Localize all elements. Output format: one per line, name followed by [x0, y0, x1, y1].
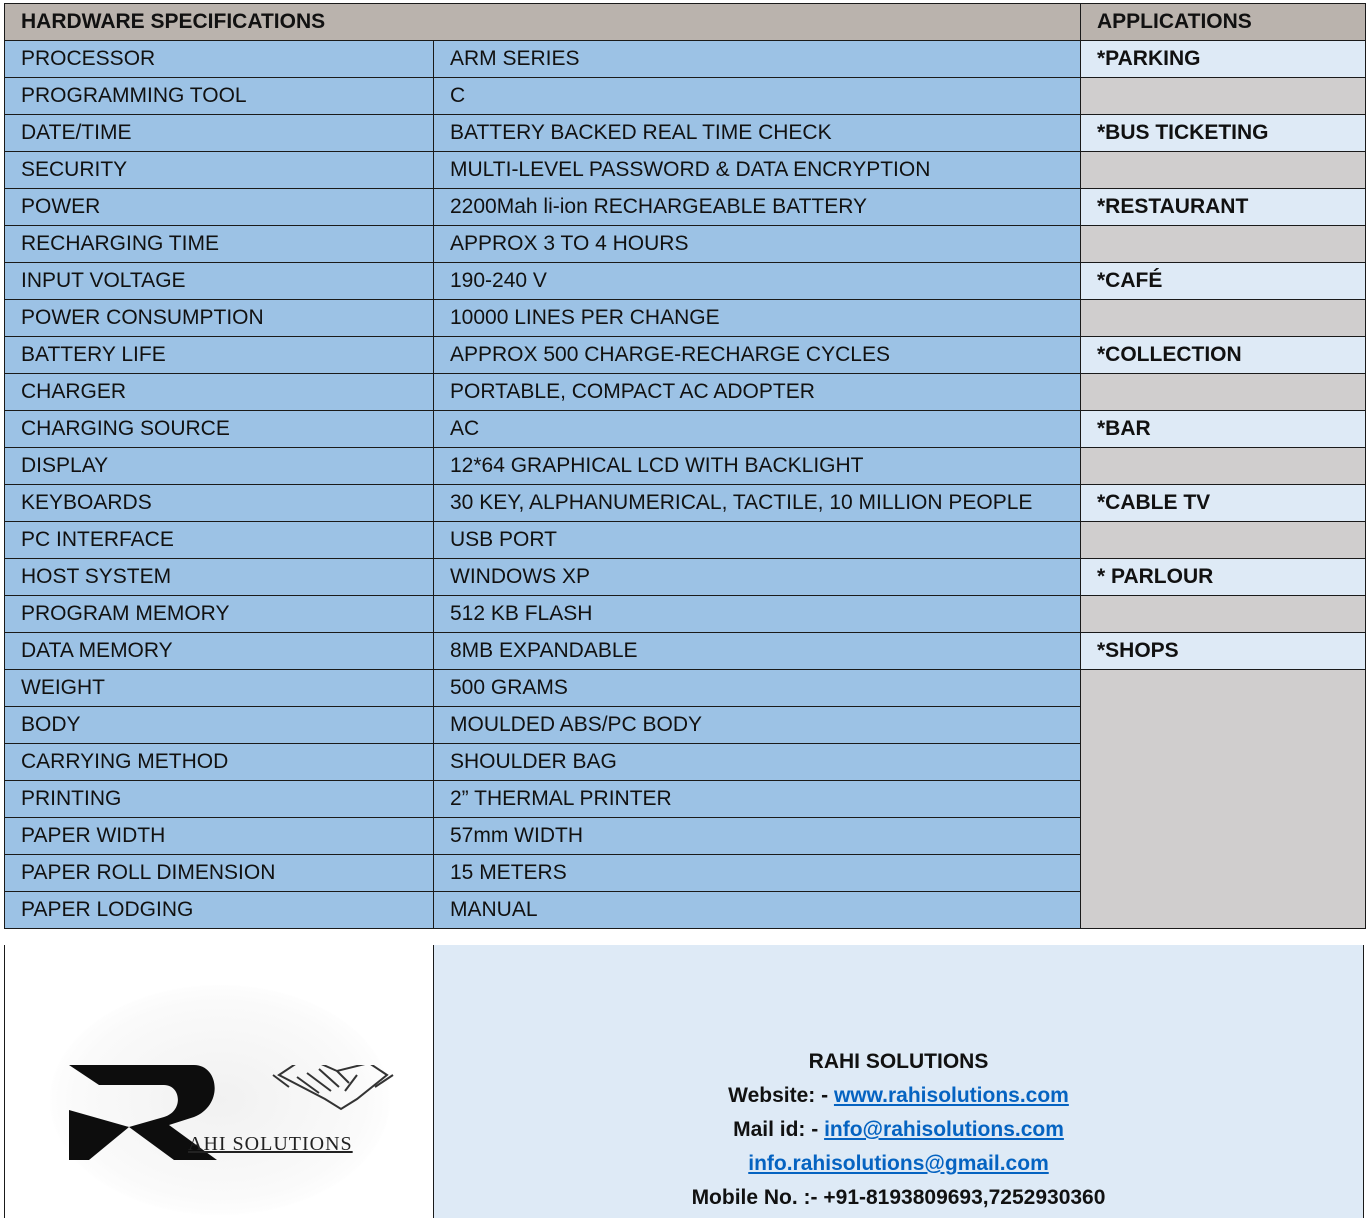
contact-block: [434, 1045, 1363, 1215]
application-item: *RESTAURANT: [1081, 189, 1366, 226]
spec-value: MOULDED ABS/PC BODY: [434, 707, 1081, 744]
application-item: *PARKING: [1081, 41, 1366, 78]
spec-value: 10000 LINES PER CHANGE: [434, 300, 1081, 337]
mail-link[interactable]: info@rahisolutions.com: [824, 1118, 1064, 1141]
application-empty: [1081, 448, 1366, 485]
spec-value: WINDOWS XP: [434, 559, 1081, 596]
spec-row: [5, 115, 1366, 152]
application-empty: [1081, 374, 1366, 411]
application-empty: [1081, 152, 1366, 189]
spec-row: [5, 189, 1366, 226]
spec-label: BODY: [5, 707, 434, 744]
logo-text: AHI SOLUTIONS: [188, 1133, 353, 1155]
spec-row: [5, 300, 1366, 337]
footer: [4, 945, 1365, 1218]
spec-value: 2200Mah li-ion RECHARGEABLE BATTERY: [434, 189, 1081, 226]
spec-label: DISPLAY: [5, 448, 434, 485]
spec-value: 57mm WIDTH: [434, 818, 1081, 855]
spec-row: [5, 78, 1366, 115]
spec-row: [5, 670, 1366, 707]
header-row: [5, 4, 1366, 41]
spec-row: [5, 633, 1366, 670]
spec-row: [5, 41, 1366, 78]
spec-value: SHOULDER BAG: [434, 744, 1081, 781]
spec-label: CARRYING METHOD: [5, 744, 434, 781]
spec-label: DATE/TIME: [5, 115, 434, 152]
spec-row: [5, 337, 1366, 374]
spec-label: PC INTERFACE: [5, 522, 434, 559]
spec-row: [5, 522, 1366, 559]
spec-row: [5, 596, 1366, 633]
spec-row: [5, 411, 1366, 448]
spec-value: 2” THERMAL PRINTER: [434, 781, 1081, 818]
spec-value: PORTABLE, COMPACT AC ADOPTER: [434, 374, 1081, 411]
application-item: *COLLECTION: [1081, 337, 1366, 374]
application-item: *SHOPS: [1081, 633, 1366, 670]
application-item: *BAR: [1081, 411, 1366, 448]
spec-label: KEYBOARDS: [5, 485, 434, 522]
website-line: [434, 1079, 1363, 1113]
application-empty: [1081, 670, 1366, 929]
spec-label: PAPER ROLL DIMENSION: [5, 855, 434, 892]
spec-table: [4, 3, 1366, 929]
spec-label: CHARGER: [5, 374, 434, 411]
spec-label: PRINTING: [5, 781, 434, 818]
spec-label: SECURITY: [5, 152, 434, 189]
spec-label: PROGRAMMING TOOL: [5, 78, 434, 115]
spec-value: 8MB EXPANDABLE: [434, 633, 1081, 670]
spec-value: MULTI-LEVEL PASSWORD & DATA ENCRYPTION: [434, 152, 1081, 189]
apps-title: APPLICATIONS: [1081, 4, 1366, 41]
logo-cell: [4, 945, 434, 1218]
contact-cell: [434, 945, 1364, 1218]
mobile-line: Mobile No. :- +91-8193809693,7252930360: [691, 1186, 1106, 1209]
spec-row: [5, 559, 1366, 596]
specs-title: HARDWARE SPECIFICATIONS: [5, 4, 1081, 41]
spec-sheet: [4, 3, 1365, 929]
spec-label: HOST SYSTEM: [5, 559, 434, 596]
mail-line: [434, 1113, 1363, 1147]
spec-value: 500 GRAMS: [434, 670, 1081, 707]
spec-label: BATTERY LIFE: [5, 337, 434, 374]
spec-value: MANUAL: [434, 892, 1081, 929]
mail2-line: [434, 1147, 1363, 1181]
spec-label: POWER: [5, 189, 434, 226]
spec-row: [5, 448, 1366, 485]
website-link[interactable]: www.rahisolutions.com: [833, 1084, 1069, 1107]
spec-value: 12*64 GRAPHICAL LCD WITH BACKLIGHT: [434, 448, 1081, 485]
spec-value: APPROX 500 CHARGE-RECHARGE CYCLES: [434, 337, 1081, 374]
application-item: *CAFÉ: [1081, 263, 1366, 300]
spec-label: CHARGING SOURCE: [5, 411, 434, 448]
spec-value: ARM SERIES: [434, 41, 1081, 78]
spec-value: 30 KEY, ALPHANUMERICAL, TACTILE, 10 MILLION PEOPLE: [434, 485, 1081, 522]
spec-row: [5, 263, 1366, 300]
spec-label: RECHARGING TIME: [5, 226, 434, 263]
spec-value: 512 KB FLASH: [434, 596, 1081, 633]
spec-label: DATA MEMORY: [5, 633, 434, 670]
spec-label: POWER CONSUMPTION: [5, 300, 434, 337]
spec-row: [5, 226, 1366, 263]
application-empty: [1081, 522, 1366, 559]
spec-label: INPUT VOLTAGE: [5, 263, 434, 300]
spec-label: PAPER WIDTH: [5, 818, 434, 855]
spec-row: [5, 152, 1366, 189]
spec-label: PROCESSOR: [5, 41, 434, 78]
mail-label: Mail id: -: [733, 1118, 825, 1141]
application-empty: [1081, 300, 1366, 337]
website-label: Website: -: [728, 1084, 834, 1107]
application-item: *CABLE TV: [1081, 485, 1366, 522]
spec-label: WEIGHT: [5, 670, 434, 707]
application-empty: [1081, 226, 1366, 263]
spec-value: C: [434, 78, 1081, 115]
spec-value: 15 METERS: [434, 855, 1081, 892]
application-empty: [1081, 78, 1366, 115]
application-item: * PARLOUR: [1081, 559, 1366, 596]
mail2-link[interactable]: info.rahisolutions@gmail.com: [748, 1152, 1049, 1175]
spec-value: 190-240 V: [434, 263, 1081, 300]
spec-value: USB PORT: [434, 522, 1081, 559]
spec-label: PROGRAM MEMORY: [5, 596, 434, 633]
spec-label: PAPER LODGING: [5, 892, 434, 929]
spec-value: APPROX 3 TO 4 HOURS: [434, 226, 1081, 263]
application-item: *BUS TICKETING: [1081, 115, 1366, 152]
spec-value: AC: [434, 411, 1081, 448]
spec-value: BATTERY BACKED REAL TIME CHECK: [434, 115, 1081, 152]
company-name: RAHI SOLUTIONS: [808, 1050, 989, 1073]
spec-row: [5, 374, 1366, 411]
application-empty: [1081, 596, 1366, 633]
spec-row: [5, 485, 1366, 522]
